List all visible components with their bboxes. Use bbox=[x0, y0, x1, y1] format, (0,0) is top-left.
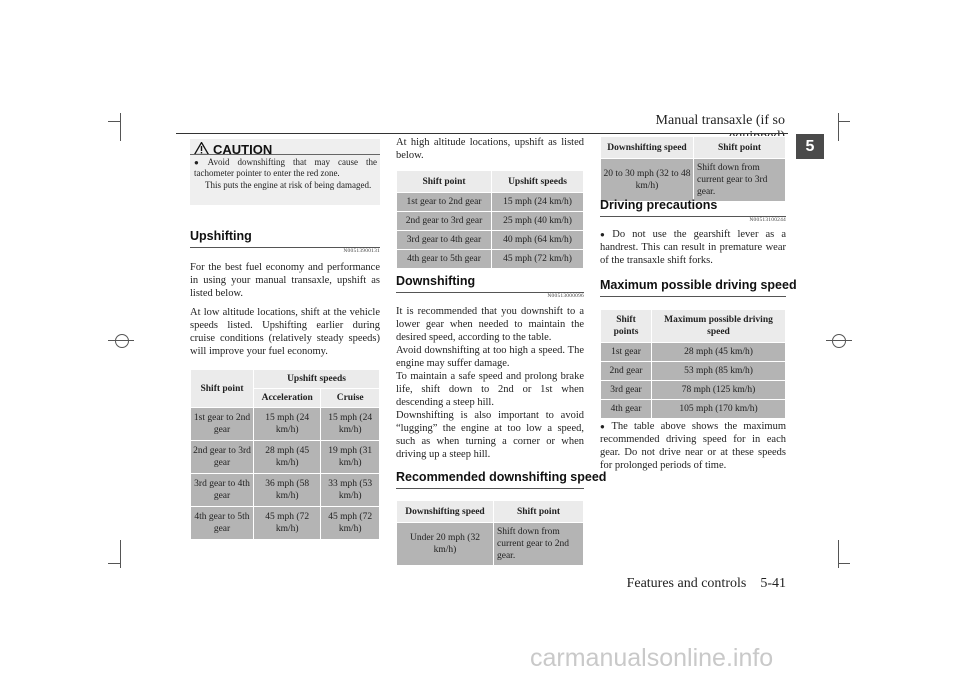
table-cell: 1st gear to 2nd gear bbox=[191, 408, 254, 441]
crop-mark bbox=[108, 563, 120, 564]
table-header: Cruise bbox=[321, 389, 380, 408]
table-cell: 28 mph (45 km/h) bbox=[254, 441, 321, 474]
table-row bbox=[191, 441, 380, 474]
header-rule bbox=[176, 133, 788, 134]
table-row bbox=[397, 212, 584, 231]
bullet-icon: ● bbox=[600, 422, 609, 431]
table-row bbox=[397, 193, 584, 212]
high-altitude-upshift-table bbox=[396, 170, 584, 269]
table-cell: Shift down from current gear to 2nd gear. bbox=[494, 523, 584, 566]
table-cell: 2nd gear to 3rd gear bbox=[191, 441, 254, 474]
table-cell: 25 mph (40 km/h) bbox=[492, 212, 584, 231]
table-cell: 28 mph (45 km/h) bbox=[652, 343, 786, 362]
list-item bbox=[600, 228, 786, 267]
section-rule bbox=[600, 296, 786, 297]
table-row bbox=[191, 474, 380, 507]
table-cell: 2nd gear bbox=[601, 362, 652, 381]
table-cell: 4th gear to 5th gear bbox=[397, 250, 492, 269]
table-cell: 45 mph (72 km/h) bbox=[254, 507, 321, 540]
section-title-recommended-downshifting: Recommended downshifting speed bbox=[396, 470, 607, 484]
table-header: Acceleration bbox=[254, 389, 321, 408]
footer-section: Features and controls bbox=[626, 576, 747, 591]
registration-circle bbox=[115, 334, 129, 348]
table-cell: 33 mph (53 km/h) bbox=[321, 474, 380, 507]
section-code: N00513900131 bbox=[343, 248, 380, 254]
table-row bbox=[601, 381, 786, 400]
table-cell: Under 20 mph (32 km/h) bbox=[397, 523, 494, 566]
crop-mark bbox=[838, 563, 850, 564]
table-cell: 45 mph (72 km/h) bbox=[492, 250, 584, 269]
table-cell: 19 mph (31 km/h) bbox=[321, 441, 380, 474]
table-header: Maximum possible driving speed bbox=[652, 310, 786, 343]
recommended-downshift-table bbox=[396, 500, 584, 566]
table-cell: Shift down from current gear to 3rd gear. bbox=[694, 159, 786, 202]
bullet-icon: ● bbox=[600, 230, 610, 239]
table-cell: 4th gear bbox=[601, 400, 652, 419]
table-row bbox=[397, 523, 584, 566]
bullet-text: Do not use the gearshift lever as a handrest. This can result in premature wear of the transaxle shift forks. bbox=[600, 229, 786, 266]
table-header: Shift point bbox=[494, 501, 584, 523]
table-cell: 1st gear to 2nd gear bbox=[397, 193, 492, 212]
table-cell: 53 mph (85 km/h) bbox=[652, 362, 786, 381]
watermark: carmanualsonline.info bbox=[530, 644, 774, 672]
caution-bullet-text: Avoid downshifting that may cause the tachometer pointer to enter the red zone. bbox=[194, 157, 377, 178]
downshift-table-continued bbox=[600, 136, 786, 202]
paragraph: It is recommended that you downshift to a lower gear when needed to maintain the desired speed, according to the table. bbox=[396, 306, 584, 343]
upshift-table bbox=[190, 369, 380, 540]
crop-mark bbox=[120, 113, 121, 141]
table-row bbox=[601, 362, 786, 381]
section-rule bbox=[396, 488, 584, 489]
page-number: 5-41 bbox=[760, 576, 786, 591]
crop-mark bbox=[826, 340, 852, 341]
table-header: Downshifting speed bbox=[397, 501, 494, 523]
paragraph: To maintain a safe speed and prolong brake life, shift down to 2nd or 1st when descending a steep hill. bbox=[396, 371, 584, 408]
table-header: Shift points bbox=[601, 310, 652, 343]
table-cell: 40 mph (64 km/h) bbox=[492, 231, 584, 250]
paragraph: At high altitude locations, upshift as listed below. bbox=[396, 137, 584, 161]
table-row bbox=[191, 408, 380, 441]
table-header: Shift point bbox=[694, 137, 786, 159]
table-row bbox=[601, 343, 786, 362]
crop-mark bbox=[120, 540, 121, 568]
section-code: N00513000096 bbox=[547, 293, 584, 299]
table-header: Upshift speeds bbox=[492, 171, 584, 193]
table-cell: 15 mph (24 km/h) bbox=[254, 408, 321, 441]
table-header: Upshift speeds bbox=[254, 370, 380, 389]
paragraph: At low altitude locations, shift at the vehicle speeds listed. Upshifting earlier during cruise conditions (relatively steady speeds) will improve your fuel economy. bbox=[190, 307, 380, 357]
table-cell: 1st gear bbox=[601, 343, 652, 362]
table-cell: 78 mph (125 km/h) bbox=[652, 381, 786, 400]
page-header-title: Manual transaxle (if so bbox=[655, 113, 785, 128]
chapter-tab: 5 bbox=[796, 134, 824, 159]
table-header: Downshifting speed bbox=[601, 137, 694, 159]
crop-mark bbox=[838, 113, 839, 141]
caution-note: This puts the engine at risk of being damaged. bbox=[205, 180, 372, 190]
crop-mark bbox=[108, 340, 134, 341]
table-header: Shift point bbox=[397, 171, 492, 193]
section-title-upshifting: Upshifting bbox=[190, 229, 252, 243]
paragraph: Downshifting is also important to avoid “lugging” the engine at too low a speed, such as when turning a corner or when driving up a steep hill. bbox=[396, 410, 584, 460]
crop-mark bbox=[838, 121, 850, 122]
bullet-text: The table above shows the maximum recommended driving speed for in each gear. Do not drive near or at these speeds for prolonged periods of time. bbox=[600, 421, 786, 471]
section-title-max-speed: Maximum possible driving speed bbox=[600, 278, 797, 292]
warning-triangle-icon bbox=[194, 141, 213, 158]
table-cell: 3rd gear to 4th gear bbox=[191, 474, 254, 507]
table-header: Shift point bbox=[191, 370, 254, 408]
list-item bbox=[600, 420, 786, 472]
table-row bbox=[601, 159, 786, 202]
bullet-icon: ● bbox=[194, 158, 205, 167]
registration-circle bbox=[832, 334, 846, 348]
table-cell: 105 mph (170 km/h) bbox=[652, 400, 786, 419]
table-cell: 3rd gear to 4th gear bbox=[397, 231, 492, 250]
section-title-driving-precautions: Driving precautions bbox=[600, 198, 718, 212]
crop-mark bbox=[838, 540, 839, 568]
paragraph: Avoid downshifting at too high a speed. The engine may suffer damage. bbox=[396, 345, 584, 369]
max-speed-table bbox=[600, 309, 786, 419]
table-cell: 36 mph (58 km/h) bbox=[254, 474, 321, 507]
table-row bbox=[191, 507, 380, 540]
table-cell: 15 mph (24 km/h) bbox=[321, 408, 380, 441]
caution-heading: CAUTION bbox=[213, 142, 273, 157]
table-cell: 20 to 30 mph (32 to 48 km/h) bbox=[601, 159, 694, 202]
table-cell: 2nd gear to 3rd gear bbox=[397, 212, 492, 231]
table-cell: 45 mph (72 km/h) bbox=[321, 507, 380, 540]
table-row bbox=[601, 400, 786, 419]
table-cell: 4th gear to 5th gear bbox=[191, 507, 254, 540]
section-title-downshifting: Downshifting bbox=[396, 274, 476, 288]
table-row bbox=[397, 231, 584, 250]
crop-mark bbox=[108, 121, 120, 122]
section-code: N00513100244 bbox=[749, 217, 786, 223]
table-cell: 3rd gear bbox=[601, 381, 652, 400]
page-footer bbox=[600, 576, 786, 592]
table-cell: 15 mph (24 km/h) bbox=[492, 193, 584, 212]
paragraph: For the best fuel economy and performance in using your manual transaxle, upshift as listed below. bbox=[190, 262, 380, 299]
table-row bbox=[397, 250, 584, 269]
caution-box bbox=[190, 139, 380, 205]
